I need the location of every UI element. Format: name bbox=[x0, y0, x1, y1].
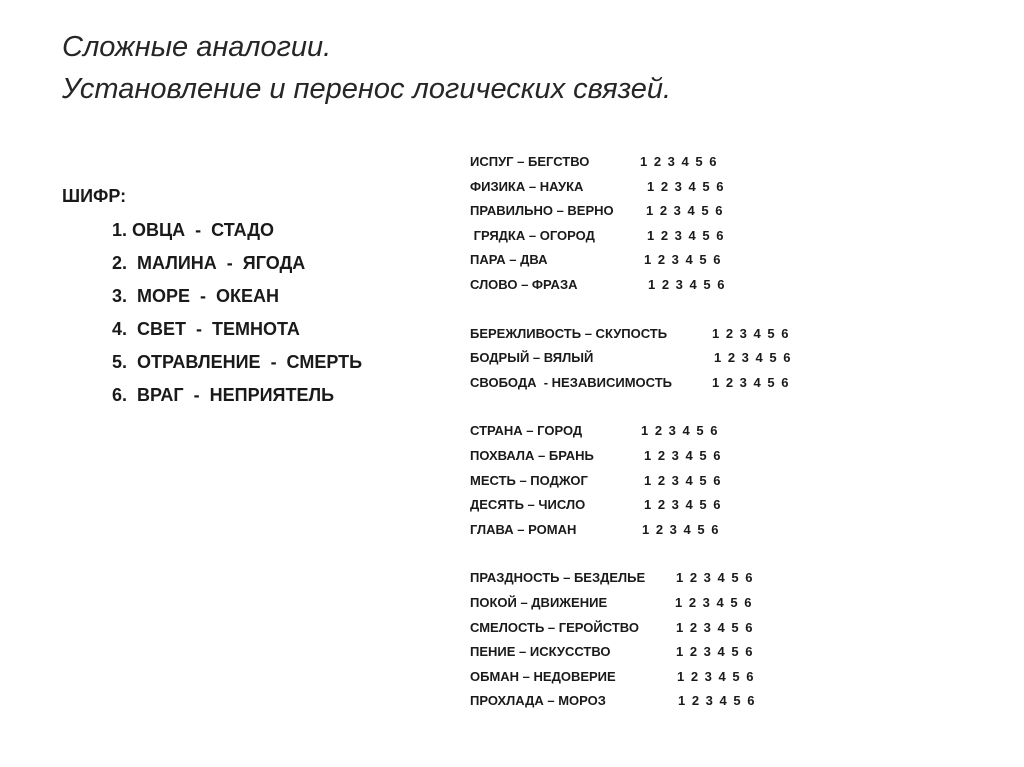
answer-options: 1 2 3 4 5 6 bbox=[678, 693, 755, 709]
answer-options: 1 2 3 4 5 6 bbox=[675, 594, 752, 610]
word-pair: ПРАЗДНОСТЬ – БЕЗДЕЛЬЕ bbox=[470, 570, 646, 586]
answer-options: 1 2 3 4 5 6 bbox=[712, 374, 789, 390]
word-pair: ОБМАН – НЕДОВЕРИЕ bbox=[470, 668, 616, 684]
task-row bbox=[470, 493, 890, 518]
word-pair: ГРЯДКА – ОГОРОД bbox=[470, 227, 595, 243]
word-pair: ПОХВАЛА – БРАНЬ bbox=[470, 447, 594, 463]
answer-options: 1 2 3 4 5 6 bbox=[714, 350, 791, 366]
task-row bbox=[470, 175, 890, 200]
task-group-2 bbox=[470, 322, 890, 396]
word-pair: ФИЗИКА – НАУКА bbox=[470, 178, 584, 194]
word-pair: СМЕЛОСТЬ – ГЕРОЙСТВО bbox=[470, 619, 639, 635]
task-row bbox=[470, 273, 890, 298]
word-pair: МЕСТЬ – ПОДЖОГ bbox=[470, 472, 588, 488]
task-row bbox=[470, 444, 890, 469]
task-row bbox=[470, 518, 890, 543]
word-pair: ПРОХЛАДА – МОРОЗ bbox=[470, 693, 606, 709]
task-row bbox=[470, 371, 890, 396]
task-row bbox=[470, 689, 890, 714]
cipher-list bbox=[62, 216, 442, 414]
answer-options: 1 2 3 4 5 6 bbox=[644, 472, 721, 488]
word-pair: ГЛАВА – РОМАН bbox=[470, 521, 577, 537]
word-pair: БЕРЕЖЛИВОСТЬ – СКУПОСТЬ bbox=[470, 325, 668, 341]
cipher-item: 1. ОВЦА - СТАДО bbox=[112, 220, 275, 240]
word-pair: ПРАВИЛЬНО – ВЕРНО bbox=[470, 203, 614, 219]
cipher-item: 2. МАЛИНА - ЯГОДА bbox=[112, 253, 306, 273]
cipher-heading: ШИФР: bbox=[62, 186, 127, 206]
word-pair: СТРАНА – ГОРОД bbox=[470, 423, 583, 439]
cipher-item: 6. ВРАГ - НЕПРИЯТЕЛЬ bbox=[112, 385, 335, 405]
task-row bbox=[470, 419, 890, 444]
answer-options: 1 2 3 4 5 6 bbox=[712, 325, 789, 341]
cipher-legend bbox=[62, 184, 442, 414]
task-row bbox=[470, 469, 890, 494]
answer-options: 1 2 3 4 5 6 bbox=[648, 276, 725, 292]
cipher-item: 4. СВЕТ - ТЕМНОТА bbox=[112, 319, 300, 339]
task-row bbox=[470, 566, 890, 591]
answer-options: 1 2 3 4 5 6 bbox=[644, 497, 721, 513]
task-row bbox=[470, 199, 890, 224]
task-row bbox=[470, 640, 890, 665]
task-row bbox=[470, 591, 890, 616]
answer-options: 1 2 3 4 5 6 bbox=[647, 178, 724, 194]
word-pair: ИСПУГ – БЕГСТВО bbox=[470, 154, 590, 169]
slide-title bbox=[62, 26, 962, 110]
word-pair: СЛОВО – ФРАЗА bbox=[470, 276, 578, 292]
slide-title-line-2: Установление и перенос логических связей. bbox=[62, 73, 672, 105]
task-group-3 bbox=[470, 419, 890, 542]
answer-options: 1 2 3 4 5 6 bbox=[647, 227, 724, 243]
task-list bbox=[470, 150, 890, 738]
task-row bbox=[470, 248, 890, 273]
word-pair: БОДРЫЙ – ВЯЛЫЙ bbox=[470, 350, 594, 366]
word-pair: ПОКОЙ – ДВИЖЕНИЕ bbox=[470, 594, 608, 610]
answer-options: 1 2 3 4 5 6 bbox=[644, 252, 721, 268]
task-row bbox=[470, 665, 890, 690]
task-row bbox=[470, 322, 890, 347]
task-group-1 bbox=[470, 150, 890, 298]
answer-options: 1 2 3 4 5 6 bbox=[676, 644, 753, 660]
word-pair: СВОБОДА - НЕЗАВИСИМОСТЬ bbox=[470, 374, 673, 390]
answer-options: 1 2 3 4 5 6 bbox=[644, 447, 721, 463]
answer-options: 1 2 3 4 5 6 bbox=[677, 668, 754, 684]
task-group-4 bbox=[470, 566, 890, 714]
slide-title-line-1: Сложные аналогии. bbox=[62, 31, 332, 63]
word-pair: ПЕНИЕ – ИСКУССТВО bbox=[470, 644, 611, 660]
task-row bbox=[470, 150, 890, 175]
task-row bbox=[470, 616, 890, 641]
answer-options: 1 2 3 4 5 6 bbox=[646, 203, 723, 219]
answer-options: 1 2 3 4 5 6 bbox=[641, 423, 718, 439]
answer-options: 1 2 3 4 5 6 bbox=[640, 154, 717, 169]
cipher-item: 5. ОТРАВЛЕНИЕ - СМЕРТЬ bbox=[112, 352, 363, 372]
task-row bbox=[470, 224, 890, 249]
answer-options: 1 2 3 4 5 6 bbox=[676, 619, 753, 635]
answer-options: 1 2 3 4 5 6 bbox=[676, 570, 753, 586]
answer-options: 1 2 3 4 5 6 bbox=[642, 521, 719, 537]
word-pair: ПАРА – ДВА bbox=[470, 252, 548, 268]
task-row bbox=[470, 346, 890, 371]
word-pair: ДЕСЯТЬ – ЧИСЛО bbox=[470, 497, 586, 513]
cipher-item: 3. МОРЕ - ОКЕАН bbox=[112, 286, 280, 306]
